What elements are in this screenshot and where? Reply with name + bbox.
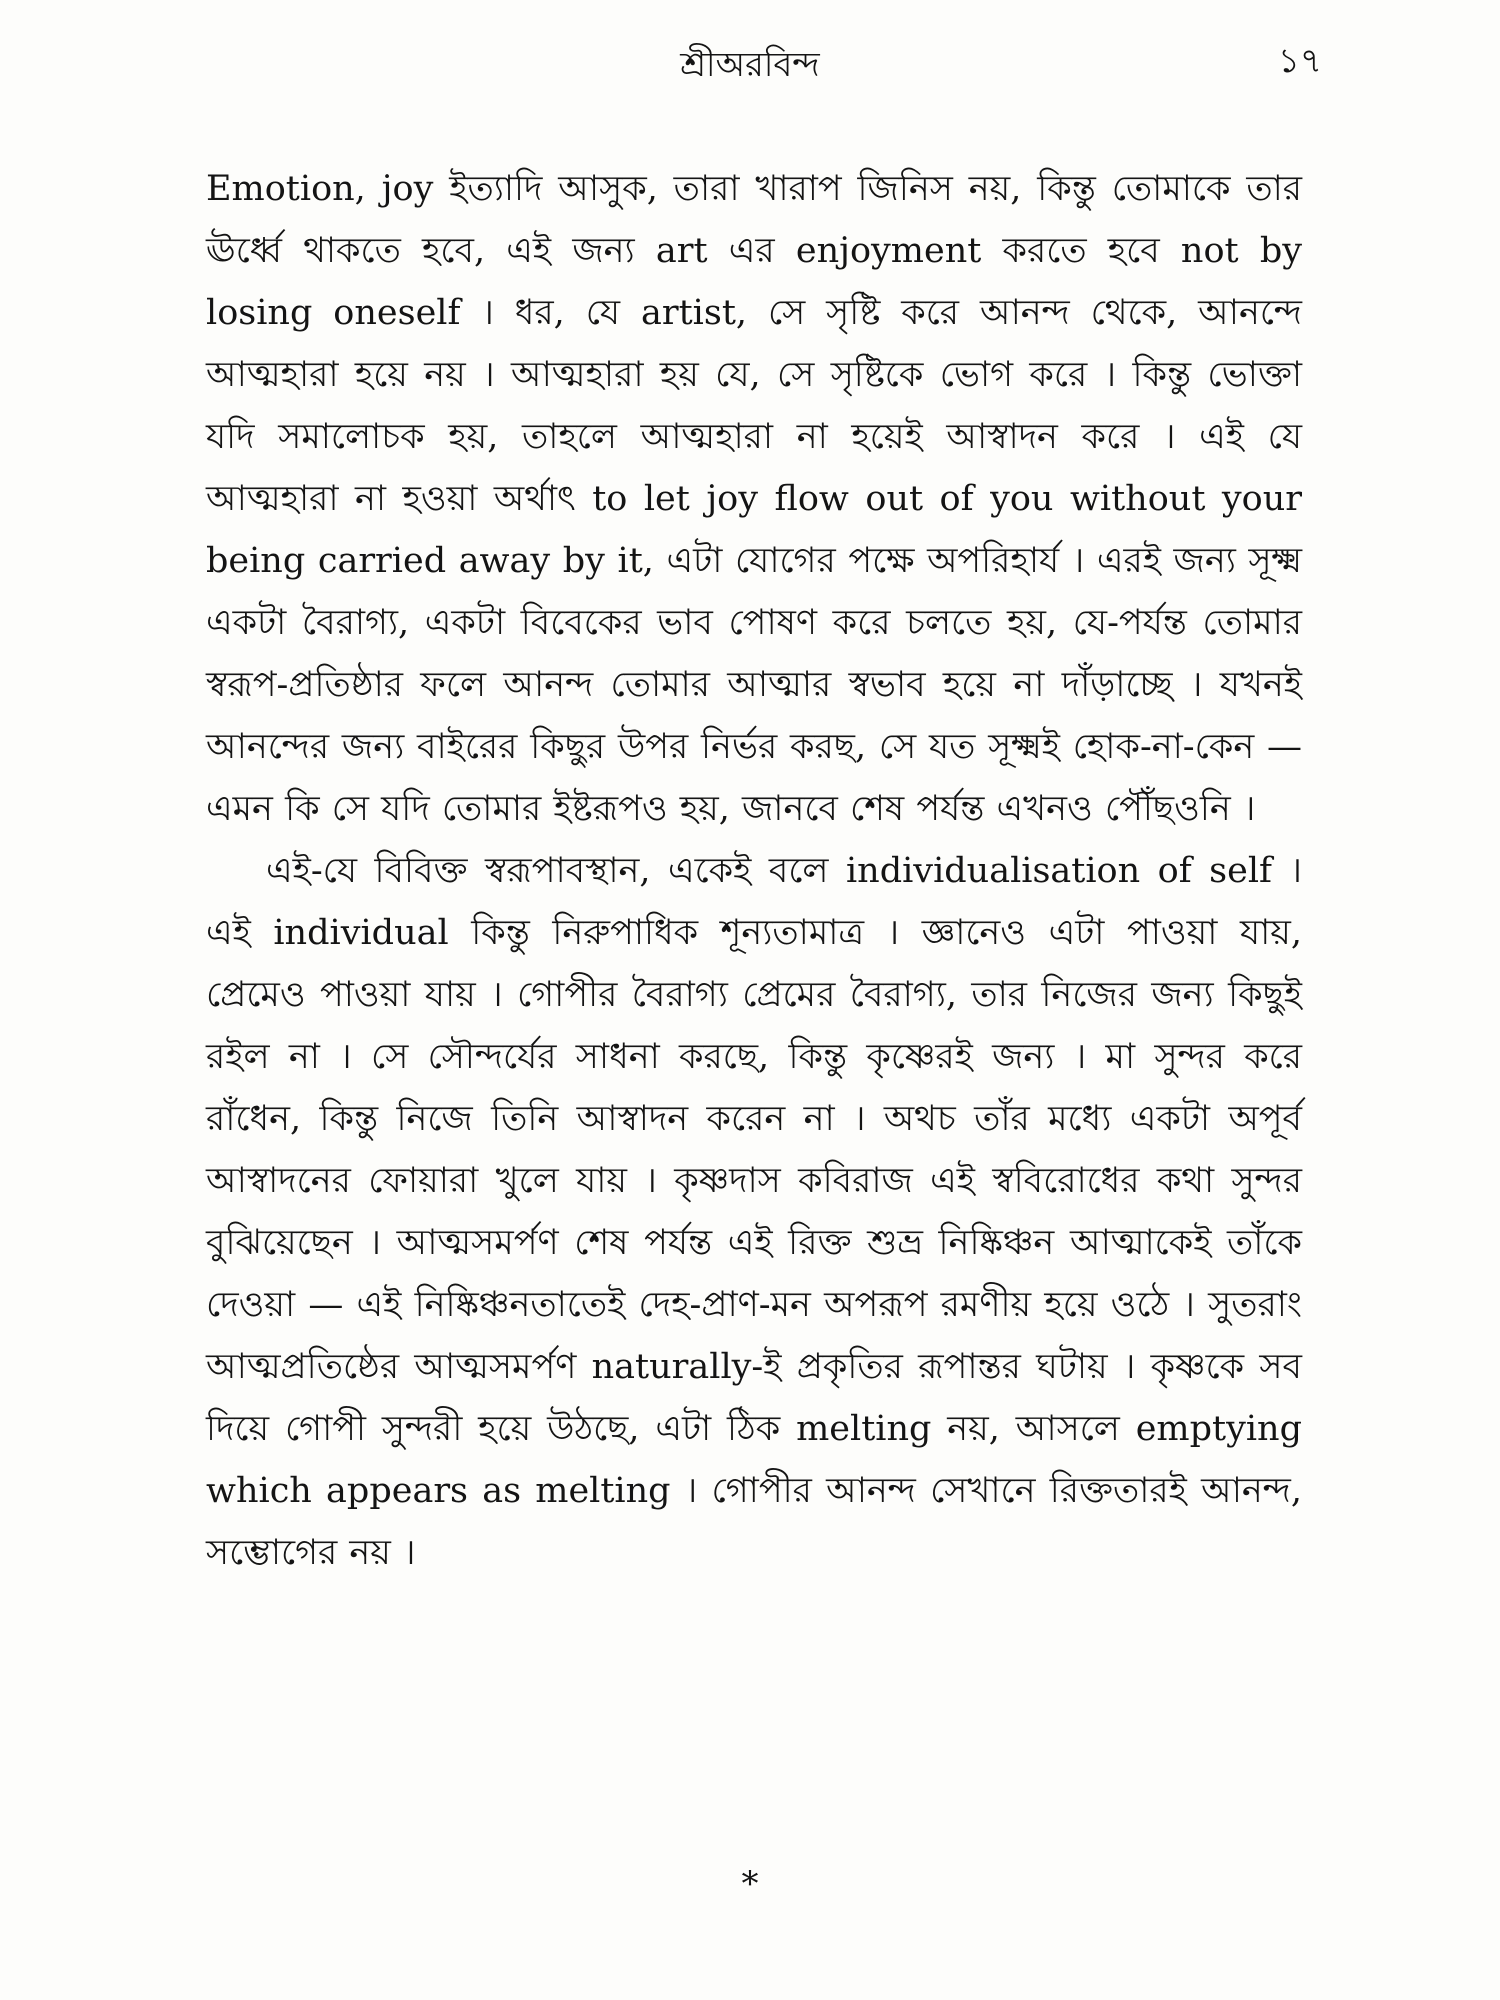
section-break-asterisk: * [741, 1864, 759, 1904]
body-text [206, 158, 1302, 1584]
page-number: ১৭ [1277, 41, 1322, 81]
running-title: শ্রীঅরবিন্দ [680, 45, 820, 85]
paragraph-1: Emotion, joy ইত্যাদি আসুক, তারা খারাপ জিনিস নয়, কিন্তু তোমাকে তার ঊর্ধ্বে থাকতে হবে, এই জন্য art এর enjoyment করতে হবে not by losing oneself । ধর, যে artist, সে সৃষ্টি করে আনন্দ থেকে, আনন্দে আত্মহারা হয়ে নয় । আত্মহারা হয় যে, সে সৃষ্টিকে ভোগ করে । কিন্তু ভোক্তা যদি সমালোচক হয়, তাহলে আত্মহারা না হয়েই আস্বাদন করে । এই যে আত্মহারা না হওয়া অর্থাৎ to let joy flow out of you without your being carried away by it, এটা যোগের পক্ষে অপরিহার্য । এরই জন্য সূক্ষ্ম একটা বৈরাগ্য, একটা বিবেকের ভাব পোষণ করে চলতে হয়, যে-পর্যন্ত তোমার স্বরূপ-প্রতিষ্ঠার ফলে আনন্দ তোমার আত্মার স্বভাব হয়ে না দাঁড়াচ্ছে । যখনই আনন্দের জন্য বাইরের কিছুর উপর নির্ভর করছ, সে যত সূক্ষ্মই হোক-না-কেন — এমন কি সে যদি তোমার ইষ্টরূপও হয়, জানবে শেষ পর্যন্ত এখনও পৌঁছওনি । [206, 169, 1302, 829]
paragraph-2: এই-যে বিবিক্ত স্বরূপাবস্থান, একেই বলে individualisation of self । এই individual কিন্তু নিরুপাধিক শূন্যতামাত্র । জ্ঞানেও এটা পাওয়া যায়, প্রেমেও পাওয়া যায় । গোপীর বৈরাগ্য প্রেমের বৈরাগ্য, তার নিজের জন্য কিছুই রইল না । সে সৌন্দর্যের সাধনা করছে, কিন্তু কৃষ্ণেরই জন্য । মা সুন্দর করে রাঁধেন, কিন্তু নিজে তিনি আস্বাদন করেন না । অথচ তাঁর মধ্যে একটা অপূর্ব আস্বাদনের ফোয়ারা খুলে যায় । কৃষ্ণদাস কবিরাজ এই স্ববিরোধের কথা সুন্দর বুঝিয়েছেন । আত্মসমর্পণ শেষ পর্যন্ত এই রিক্ত শুভ্র নিষ্কিঞ্চন আত্মাকেই তাঁকে দেওয়া — এই নিষ্কিঞ্চনতাতেই দেহ-প্রাণ-মন অপরূপ রমণীয় হয়ে ওঠে । সুতরাং আত্মপ্রতিষ্ঠের আত্মসমর্পণ naturally-ই প্রকৃতির রূপান্তর ঘটায় । কৃষ্ণকে সব দিয়ে গোপী সুন্দরী হয়ে উঠছে, এটা ঠিক melting নয়, আসলে emptying which appears as melting । গোপীর আনন্দ সেখানে রিক্ততারই আনন্দ, সম্ভোগের নয় । [206, 851, 1302, 1573]
